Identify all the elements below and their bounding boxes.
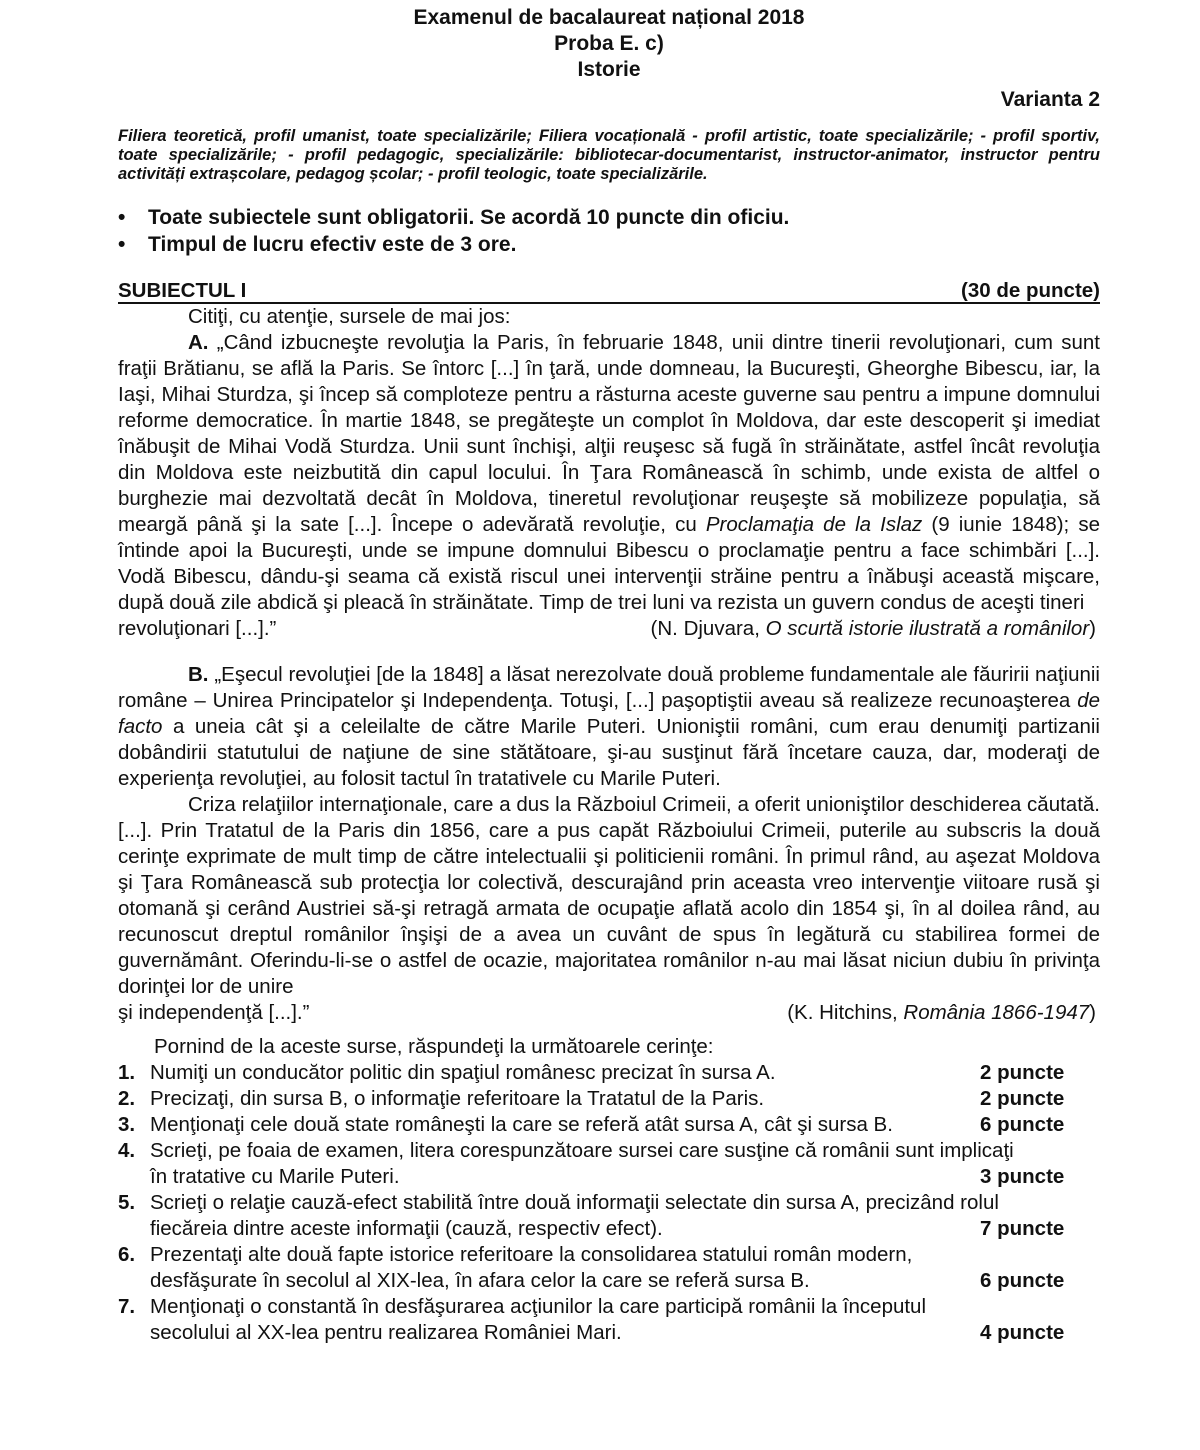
subject-points: (30 de puncte) <box>961 279 1100 302</box>
question-text: Numiţi un conducător politic din spaţiul românesc precizat în sursa A. <box>150 1061 776 1084</box>
subject-title: SUBIECTUL I <box>118 279 247 302</box>
question-number: 2. <box>118 1087 136 1110</box>
source-b-paragraph-2: Criza relaţiilor internaţionale, care a dus la Războiul Crimeii, a oferit unioniştilor deschiderea căutată. [...]. Prin Tratatul de la Paris din 1856, care a pus capăt Războiului Crimeii, puterile au subscris la două cerinţe exprimate de mult timp de către intelectualii şi politicienii români. În primul rând, au aşezat Moldova şi Ţara Românească sub protecţia lor colectivă, descurajând prin aceasta vreo intervenţie viitoare rusă şi otomană şi cerând Austriei să-şi retragă armata de ocupaţie aflată acolo din 1854 şi, în al doilea rând, au recunoscut dreptul românilor înşişi de a avea un cuvânt de spus în legătură cu stabilirea formei de guvernământ. Oferindu-li-se o astfel de ocazie, majoritatea românilor n-au mai lăsat niciun dubiu în privinţa dorinţei lor de unire <box>118 793 1100 998</box>
question-item <box>118 1060 1100 1086</box>
question-text-2: secolului al XX-lea pentru realizarea României Mari. <box>150 1321 622 1344</box>
rule-item <box>118 204 1100 231</box>
variant-label: Varianta 2 <box>1000 88 1100 111</box>
rule-item <box>118 231 1100 258</box>
subject-header <box>118 280 1100 304</box>
rules-list <box>118 204 1100 258</box>
exam-subject: Istorie <box>577 58 641 81</box>
question-text-1: Scrieţi o relaţie cauză-efect stabilită între două informaţii selectate din sursa A, precizând rolul <box>150 1191 999 1214</box>
source-a-last-line <box>118 616 1100 642</box>
source-b-text-1: „Eşecul revoluţiei [de la 1848] a lăsat nerezolvate două probleme fundamentale ale făuririi naţiunii române – Unirea Principatelor şi Independenţa. Totuşi, [...] paşoptiştii aveau să realizeze recunoaşterea <box>118 663 1100 712</box>
question-points: 6 puncte <box>980 1269 1065 1292</box>
question-points: 3 puncte <box>980 1165 1065 1188</box>
sources-intro: Citiţi, cu atenţie, sursele de mai jos: <box>188 305 511 328</box>
question-item <box>118 1086 1100 1112</box>
source-a-text-2: (9 iunie 1848); se întinde apoi la Bucureşti, unde se impune domnului Bibescu o proclamaţie pentru a face schimbări [...]. Vodă Bibescu, dându-şi seama că există riscul unei intervenţii străine pentru a înăbuşi această mişcare, după două zile abdică şi pleacă în străinătate. Timp de trei luni va rezista un guvern condus de aceşti tineri <box>118 513 1101 614</box>
rule-text: Timpul de lucru efectiv este de 3 ore. <box>148 233 517 256</box>
citation-end: ) <box>1089 1001 1096 1024</box>
source-b <box>118 662 1100 792</box>
source-a <box>118 330 1100 616</box>
question-points: 6 puncte <box>980 1113 1065 1136</box>
question-text: Precizaţi, din sursa B, o informaţie referitoare la Tratatul de la Paris. <box>150 1087 765 1110</box>
bullet-icon: • <box>118 206 126 229</box>
source-a-citation <box>651 616 1100 642</box>
exam-subtitle: Proba E. c) <box>554 32 664 55</box>
question-text-2: desfăşurate în secolul al XIX-lea, în afara celor la care se referă sursa B. <box>150 1269 810 1292</box>
question-number: 3. <box>118 1113 136 1136</box>
question-points: 4 puncte <box>980 1321 1065 1344</box>
source-b-citation <box>787 1000 1100 1026</box>
citation-end: ) <box>1089 617 1096 640</box>
rule-text: Toate subiectele sunt obligatorii. Se acordă 10 puncte din oficiu. <box>148 206 790 229</box>
question-item <box>118 1112 1100 1138</box>
questions-list <box>118 1060 1100 1346</box>
citation-author: (N. Djuvara, <box>650 617 760 640</box>
question-number: 4. <box>118 1139 136 1162</box>
question-text-2: în tratative cu Marile Puteri. <box>150 1165 400 1188</box>
source-b-last-line <box>118 1000 1100 1026</box>
source-a-text-1: „Când izbucneşte revoluţia la Paris, în februarie 1848, unii dintre tinerii revoluţionari, cum sunt fraţii Brătianu, se află la Paris. Se întorc [...] în ţară, unde domneau, la Bucureşti, Gheorghe Bibescu, iar, la Iaşi, Mihai Sturdza, şi încep să comploteze pentru a răsturna aceste guverne sau pentru a impune domnului reforme democratice. În martie 1848, se pregăteşte un complot în Moldova, dar este descoperit şi imediat înăbuşit de Mihai Vodă Sturdza. Unii sunt închişi, alţii reuşesc să fugă în străinătate, astfel încât revoluţia din Moldova este neizbutită din capul locului. În Ţara Românească în schimb, unde exista de altfel o burghezie mai dezvoltată decât în Moldova, tineretul revoluţionar reuşeşte să mobilizeze populaţia, să meargă până şi la sate [...]. Începe o adevărată revoluţie, cu <box>118 331 1100 536</box>
question-number: 1. <box>118 1061 136 1084</box>
source-b-last-text: şi independenţă [...].” <box>118 1001 310 1024</box>
question-text-1: Prezentaţi alte două fapte istorice referitoare la consolidarea statului român modern, <box>150 1243 913 1266</box>
source-b-label: B. <box>188 663 209 686</box>
question-number: 5. <box>118 1191 136 1214</box>
question-item <box>118 1294 1100 1346</box>
question-text-2: fiecăreia dintre aceste informaţii (cauză, respectiv efect). <box>150 1217 663 1240</box>
exam-title: Examenul de bacalaureat național 2018 <box>413 6 805 29</box>
bullet-icon: • <box>118 233 126 256</box>
question-item <box>118 1138 1100 1190</box>
question-item <box>118 1242 1100 1294</box>
question-text-1: Menţionaţi o constantă în desfăşurarea acţiunilor la care participă românii la începutul <box>150 1295 927 1318</box>
question-number: 6. <box>118 1243 136 1266</box>
filiera-text: Filiera teoretică, profil umanist, toate specializările; Filiera vocațională - profil artistic, toate specializările; - profil sportiv, toate specializările; - profil pedagogic, specializările: bibliotecar-documentarist, instructor-animator, instructor pentru activități extrașcolare, pedagog școlar; - profil teologic, toate specializările. <box>118 127 1100 183</box>
question-item <box>118 1190 1100 1242</box>
questions-intro: Pornind de la aceste surse, răspundeţi la următoarele cerinţe: <box>154 1035 714 1058</box>
source-a-label: A. <box>188 331 209 354</box>
citation-title: O scurtă istorie ilustrată a românilor <box>765 617 1090 640</box>
question-text-1: Scrieţi, pe foaia de examen, litera corespunzătoare sursei care susţine că românii sunt implicaţi <box>150 1139 1014 1162</box>
question-number: 7. <box>118 1295 136 1318</box>
citation-title: România 1866-1947 <box>903 1001 1090 1024</box>
question-points: 2 puncte <box>980 1061 1065 1084</box>
citation-author: (K. Hitchins, <box>787 1001 898 1024</box>
source-b-italic: de facto <box>118 689 1100 738</box>
question-points: 7 puncte <box>980 1217 1065 1240</box>
source-a-last-text: revoluţionari [...].” <box>118 617 277 640</box>
source-a-italic: Proclamaţia de la Islaz <box>705 513 923 536</box>
source-b-text-2: a uneia cât şi a celeilalte de către Marile Puteri. Unioniştii români, cum erau denumiţi partizanii dobândirii statutului de naţiune de sine stătătoare, şi-au susţinut fără încetare cauza, dar, moderaţi de experienţa revoluţiei, au folosit tactul în tratativele cu Marile Puteri. <box>118 715 1100 790</box>
question-text: Menţionaţi cele două state româneşti la care se referă atât sursa A, cât şi sursa B. <box>150 1113 893 1136</box>
exam-page <box>118 0 1100 1346</box>
question-points: 2 puncte <box>980 1087 1065 1110</box>
